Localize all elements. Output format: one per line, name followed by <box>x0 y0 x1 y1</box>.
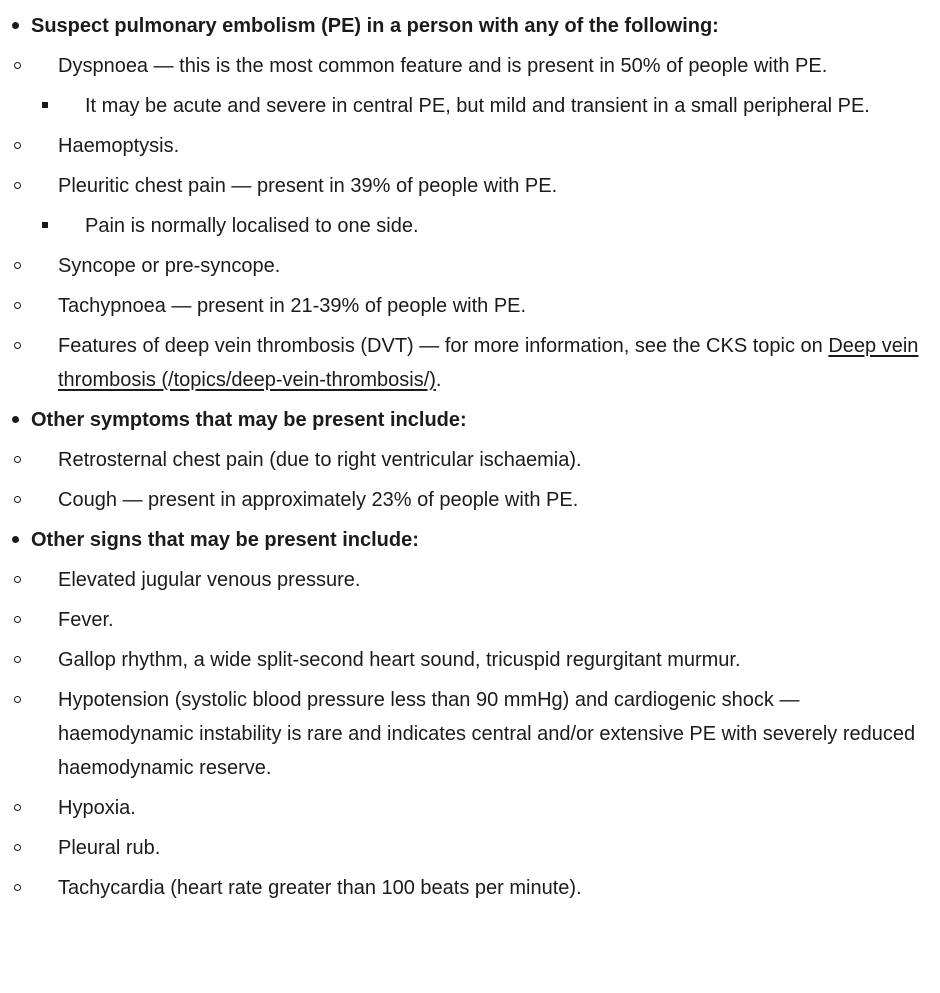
list-item <box>31 831 930 865</box>
list-item <box>31 683 930 785</box>
circle-bullet-icon <box>14 142 21 149</box>
list-item <box>31 169 930 243</box>
list-item <box>31 871 930 905</box>
dvt-topic-link[interactable]: Deep vein thrombosis (/topics/deep-vein-thrombosis/) <box>58 335 919 391</box>
circle-bullet-icon <box>14 342 21 349</box>
list-item <box>31 289 930 323</box>
dvt-text: Features of deep vein thrombosis (DVT) — for more information, see the CKS topic on <box>58 335 829 357</box>
circle-bullet-icon <box>14 844 21 851</box>
circle-bullet-icon <box>14 616 21 623</box>
list-item-text: Hypotension (systolic blood pressure less than 90 mmHg) and cardiogenic shock — haemodynamic instability is rare and indicates central and/or extensive PE with severely reduced haemodynamic reserve. <box>58 689 916 779</box>
list-item <box>31 129 930 163</box>
clinical-features-document <box>0 9 930 911</box>
sub-list-item-text: Pain is normally localised to one side. <box>85 215 419 237</box>
list-item-text: Gallop rhythm, a wide split-second heart sound, tricuspid regurgitant murmur. <box>58 649 741 671</box>
circle-bullet-icon <box>14 576 21 583</box>
disc-bullet-icon <box>12 536 19 543</box>
sub-list-item <box>58 89 930 123</box>
circle-bullet-icon <box>14 884 21 891</box>
list-item-text <box>58 329 930 397</box>
circle-bullet-icon <box>14 496 21 503</box>
symptom-list <box>31 443 930 517</box>
list-item-text: Elevated jugular venous pressure. <box>58 569 361 591</box>
circle-bullet-icon <box>14 696 21 703</box>
sub-list <box>58 89 930 123</box>
symptom-list <box>31 49 930 397</box>
section-heading: Other symptoms that may be present include: <box>31 409 467 431</box>
circle-bullet-icon <box>14 456 21 463</box>
list-item-text: Retrosternal chest pain (due to right ventricular ischaemia). <box>58 449 582 471</box>
list-item <box>31 49 930 123</box>
list-item-text: Haemoptysis. <box>58 135 180 157</box>
list-item-text: Fever. <box>58 609 114 631</box>
dvt-text-end: . <box>435 369 442 391</box>
square-bullet-icon <box>42 102 48 108</box>
list-item-text: Dyspnoea — this is the most common feature and is present in 50% of people with PE. <box>58 55 828 77</box>
circle-bullet-icon <box>14 62 21 69</box>
sub-list <box>58 209 930 243</box>
list-item-text: Tachypnoea — present in 21-39% of people with PE. <box>58 295 527 317</box>
list-item <box>31 643 930 677</box>
list-item <box>31 791 930 825</box>
list-item-text: Tachycardia (heart rate greater than 100 beats per minute). <box>58 877 582 899</box>
top-level-list <box>0 9 930 905</box>
list-item-text: Pleural rub. <box>58 837 161 859</box>
list-item-text: Hypoxia. <box>58 797 136 819</box>
list-item <box>31 443 930 477</box>
list-item <box>31 249 930 283</box>
disc-bullet-icon <box>12 416 19 423</box>
circle-bullet-icon <box>14 182 21 189</box>
section-suspect-pe <box>0 9 930 397</box>
list-item <box>31 563 930 597</box>
list-item <box>31 329 930 397</box>
list-item <box>31 603 930 637</box>
section-heading: Suspect pulmonary embolism (PE) in a person with any of the following: <box>31 15 719 37</box>
circle-bullet-icon <box>14 262 21 269</box>
sub-list-item-text: It may be acute and severe in central PE, but mild and transient in a small peripheral PE. <box>85 95 870 117</box>
signs-list <box>31 563 930 905</box>
section-heading: Other signs that may be present include: <box>31 529 419 551</box>
square-bullet-icon <box>42 222 48 228</box>
disc-bullet-icon <box>12 22 19 29</box>
section-other-symptoms <box>0 403 930 517</box>
circle-bullet-icon <box>14 804 21 811</box>
circle-bullet-icon <box>14 656 21 663</box>
list-item-text: Pleuritic chest pain — present in 39% of people with PE. <box>58 175 558 197</box>
list-item-text: Cough — present in approximately 23% of people with PE. <box>58 489 579 511</box>
circle-bullet-icon <box>14 302 21 309</box>
section-other-signs <box>0 523 930 905</box>
list-item <box>31 483 930 517</box>
sub-list-item <box>58 209 930 243</box>
list-item-text: Syncope or pre-syncope. <box>58 255 281 277</box>
